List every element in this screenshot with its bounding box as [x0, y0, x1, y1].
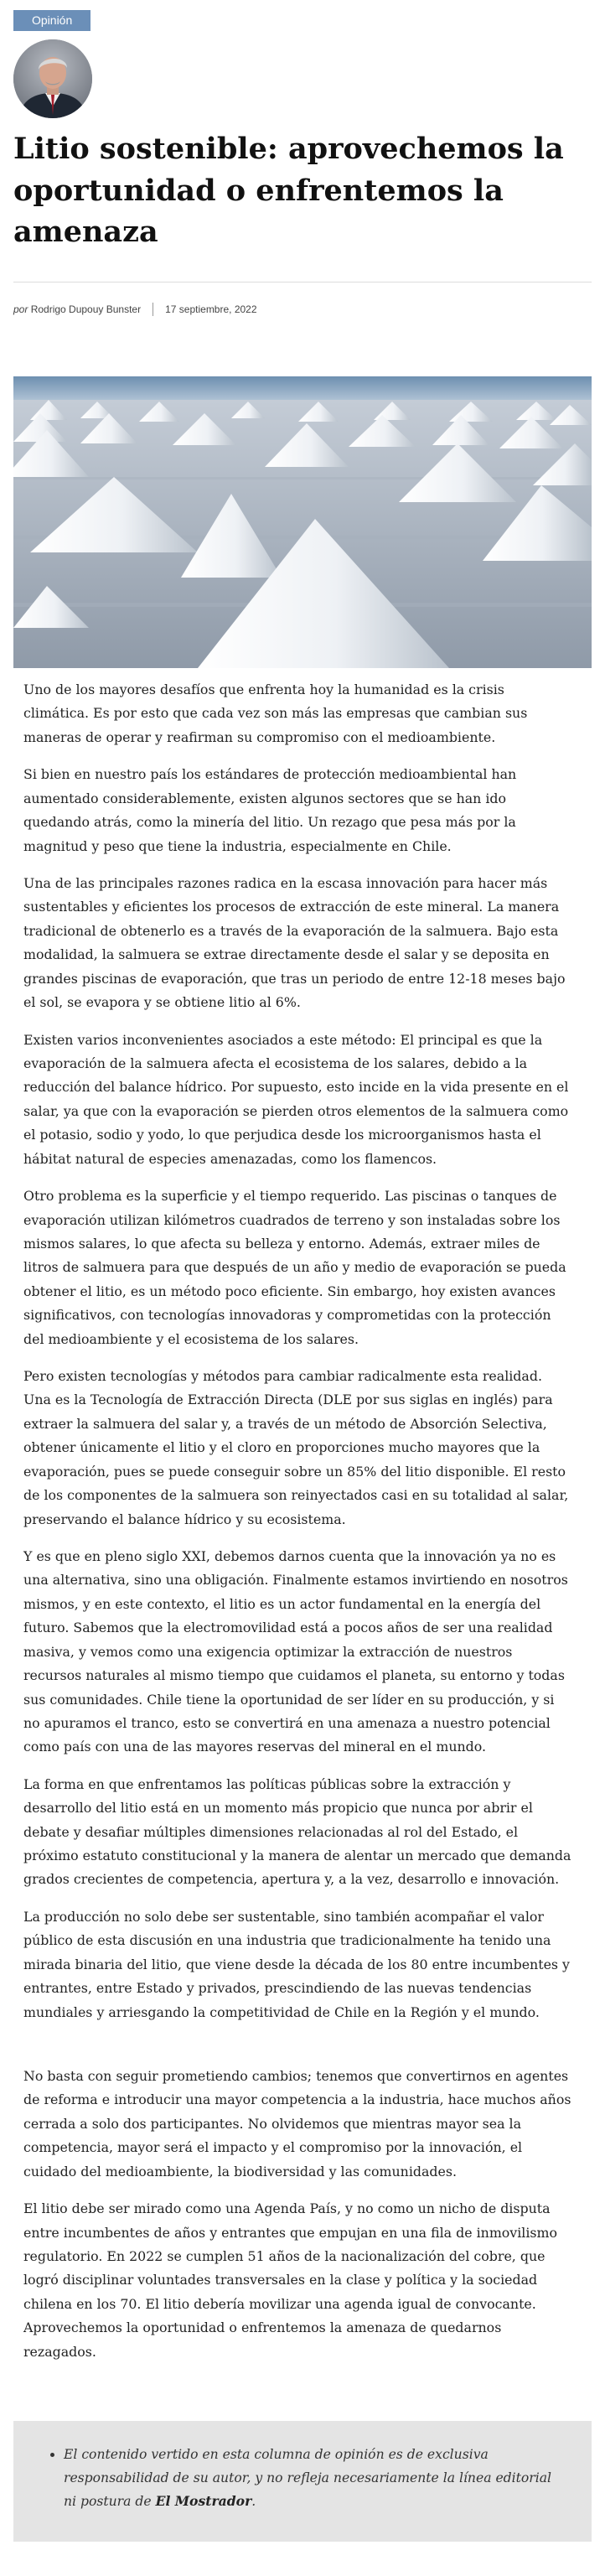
hero-image [13, 376, 592, 668]
article-page [13, 0, 592, 2542]
article-meta [13, 303, 592, 316]
article-body [13, 668, 592, 2364]
disclaimer-item [64, 2443, 566, 2513]
body-paragraph-8: La forma en que enfrentamos las políticas públicas sobre la extracción y desarrollo del litio está en un momento más propicio que nunca por abrir el debate y desafiar múltiples dimensiones relacionadas al rol del Estado, el próximo estatuto constitucional y la manera de alentar un mercado que demanda grados crecientes de competencia, apertura y, a la vez, desarrollo e innovación. [23, 1775, 571, 1888]
body-paragraph-4: Existen varios inconvenientes asociados a este método: El principal es que la evaporación de la salmuera afecta el ecosistema de los salares, debido a la reducción del balance hídrico. Por supuesto, esto incide en la vida presente en el salar, ya que con la evaporación se pierden otros elementos de la salmuera como el potasio, sodio y yodo, lo que perjudica desde los microorganismos hasta el hábitat natural de especies amenazadas, como los flamencos. [23, 1031, 569, 1167]
salt-piles-image [13, 376, 592, 668]
author-portrait-icon [13, 39, 92, 118]
opinion-disclaimer [13, 2421, 592, 2542]
body-paragraph-5: Otro problema es la superficie y el tiempo requerido. Las piscinas o tanques de evaporación utilizan kilómetros cuadrados de terreno y son instaladas sobre los mismos salares, lo que afecta su belleza y entorno. Además, extraer miles de litros de salmuera para que después de un año y medio de evaporación se pueda obtener el litio, es un método poco eficiente. Sin embargo, hoy existen avances significativos, con tecnologías innovadoras y comprometidas con la protección del medioambiente y el ecosistema de los salares. [23, 1188, 566, 1347]
body-paragraph-7: Y es que en pleno siglo XXI, debemos darnos cuenta que la innovación ya no es una alternativa, sino una obligación. Finalmente estamos invirtiendo en nosotros mismos, y en este contexto, el litio es un actor fundamental en la energía del futuro. Sabemos que la electromovilidad está a pocos años de ser una realidad masiva, y vemos como una exigencia optimizar la extracción de nuestros recursos naturales al mismo tiempo que cuidamos el planeta, su entorno y todas sus comunidades. Chile tiene la oportunidad de ser líder en su producción, y si no apuramos el tranco, esto se convertirá en una amenaza a nuestro potencial como país con una de las mayores reservas del mineral en el mundo. [23, 1547, 568, 1755]
disclaimer-end: . [251, 2494, 256, 2510]
body-paragraph-2: Si bien en nuestro país los estándares de protección medioambiental han aumentado considerablemente, existen algunos sectores que se han ido quedando atrás, como la minería del litio. Un rezago que pesa más por la magnitud y peso que tiene la industria, especialmente en Chile. [23, 766, 517, 854]
body-paragraph-9: La producción no solo debe ser sustentable, sino también acompañar el valor público de esta discusión en una industria que tradicionalmente ha tenido una mirada binaria del litio, que viene desde la década de los 80 entre incumbentes y entrantes, entre Estado y privados, prescindiendo de las nuevas tendencias mundiales y arriesgando la competitividad de Chile en la Región y el mundo. [23, 1908, 570, 2020]
publish-date: 17 septiembre, 2022 [165, 303, 257, 316]
body-paragraph-11: El litio debe ser mirado como una Agenda País, y no como un nicho de disputa entre incumbentes de años y entrantes que empujan en una fila de inmovilismo regulatorio. En 2022 se cumplen 51 años de la nacionalización del cobre, que logró disciplinar voluntades transversales en la clase y política y la sociedad chilena en los 70. El litio debería movilizar una agenda igual de convocante. Aprovechemos la oportunidad o enfrentemos la amenaza de quedarnos rezagados. [23, 2200, 557, 2360]
body-paragraph-1: Uno de los mayores desafíos que enfrenta hoy la humanidad es la crisis climática. Es por esto que cada vez son más las empresas que cambian sus maneras de operar y reafirman su compromiso con el medioambiente. [23, 682, 528, 745]
category-badge[interactable]: Opinión [13, 10, 90, 31]
body-paragraph-10: No basta con seguir prometiendo cambios; tenemos que convertirnos en agentes de reforma e introducir una mayor competencia a la industria, hace muchos años cerrada a solo dos participantes. No olvidemos que mientras mayor sea la competencia, mayor será el impacto y el compromiso por la innovación, el cuidado del medioambiente, la biodiversidad y las comunidades. [23, 2068, 571, 2179]
author-prefix: por [13, 303, 28, 316]
body-paragraph-3: Una de las principales razones radica en la escasa innovación para hacer más sustentables y eficientes los procesos de extracción de este mineral. La manera tradicional de obtenerlo es a través de la evaporación de la salmuera. Bajo esta modalidad, la salmuera se extrae directamente desde el salar y se deposita en grandes piscinas de evaporación, que tras un periodo de entre 12-18 meses bajo el sol, se evapora y se obtiene litio al 6%. [23, 875, 566, 1011]
disclaimer-list [39, 2443, 566, 2513]
author-avatar[interactable] [13, 39, 92, 118]
author-name[interactable]: Rodrigo Dupouy Bunster [30, 303, 142, 316]
body-paragraph-6: Pero existen tecnologías y métodos para cambiar radicalmente esta realidad. Una es la Tecnología de Extracción Directa (DLE por sus siglas en inglés) para extraer la salmuera del salar y, a través de un método de Absorción Selectiva, obtener únicamente el litio y el cloro en proporciones mucho mayores que la evaporación, pues se puede conseguir sobre un 85% del litio disponible. El resto de los componentes de la salmuera son reinyectados casi en su totalidad al salar, preservando el balance hídrico y su ecosistema. [23, 1368, 569, 1527]
disclaimer-text: El contenido vertido en esta columna de opinión es de exclusiva responsabilidad de su autor, y no refleja necesariamente la línea editorial ni postura de [64, 2447, 552, 2510]
disclaimer-brand: El Mostrador [155, 2493, 252, 2510]
article-title: Litio sostenible: aprovechemos la oportunidad o enfrentemos la amenaza [13, 132, 564, 250]
